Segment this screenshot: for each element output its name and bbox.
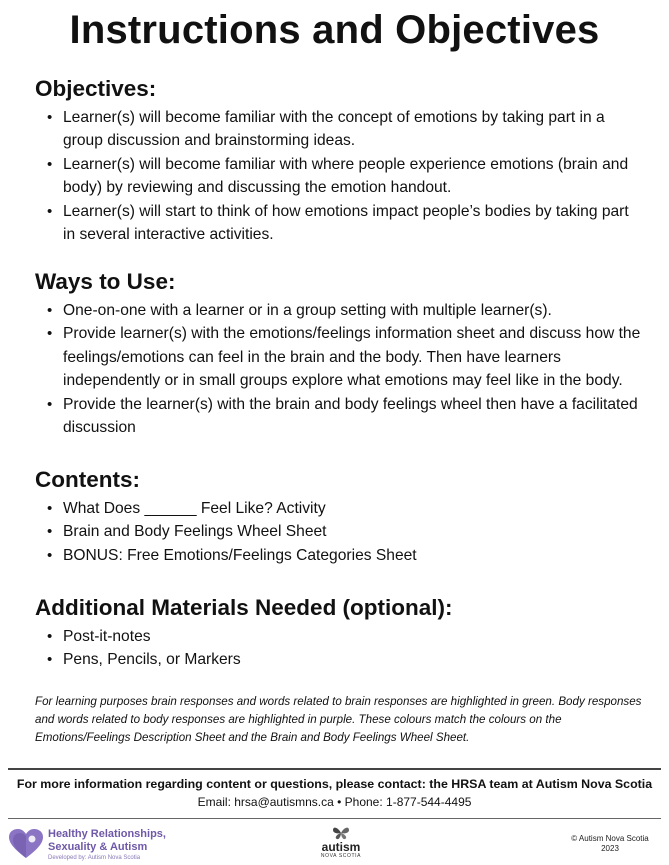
- nova-scotia-wordmark: NOVA SCOTIA: [320, 853, 362, 859]
- copyright-notice: [560, 834, 660, 854]
- list-item: • Learner(s) will start to think of how emotions impact people’s bodies by taking part in several interactive activities.: [35, 200, 645, 247]
- list-item: • Post-it-notes: [35, 625, 645, 648]
- materials-heading: Additional Materials Needed (optional):: [35, 595, 453, 620]
- objectives-heading: Objectives:: [35, 76, 157, 101]
- materials-list: [35, 625, 645, 672]
- list-item: • Provide the learner(s) with the brain and body feelings wheel then have a facilitated discussion: [35, 393, 645, 440]
- list-item: • Learner(s) will become familiar with where people experience emotions (brain and body) by reviewing and discussing the emotion handout.: [35, 153, 645, 200]
- contents-section: [35, 466, 645, 567]
- brand-subtitle: Developed by: Autism Nova Scotia: [48, 855, 141, 861]
- list-item: • Brain and Body Feelings Wheel Sheet: [35, 520, 645, 543]
- page-title: Instructions and Objectives: [69, 8, 600, 52]
- list-item: • What Does ______ Feel Like? Activity: [35, 497, 645, 520]
- ways-to-use-list: [35, 299, 645, 439]
- autism-nova-scotia-logo: [313, 825, 369, 863]
- contact-heading: For more information regarding content or questions, please contact: the HRSA team at Autism Nova Scotia: [16, 777, 653, 791]
- footer-divider: [8, 768, 661, 770]
- heart-icon: [8, 828, 44, 860]
- brand-title-line2: Sexuality & Autism: [48, 841, 148, 853]
- contact-details: Email: hrsa@autismns.ca • Phone: 1-877-544-4495: [197, 795, 472, 809]
- butterfly-icon: [331, 825, 351, 841]
- brand-title-line1: Healthy Relationships,: [48, 828, 166, 840]
- list-item: • One-on-one with a learner or in a group setting with multiple learner(s).: [35, 299, 645, 322]
- list-item: • Provide learner(s) with the emotions/feelings information sheet and discuss how the feelings/emotions can feel in the brain and the body. Then have learners independently or in small groups explore what emotions may feel like in the body.: [35, 322, 645, 392]
- objectives-section: [35, 75, 645, 246]
- list-item: • BONUS: Free Emotions/Feelings Categories Sheet: [35, 544, 645, 567]
- objectives-list: [35, 106, 645, 246]
- autism-wordmark: autism: [321, 840, 361, 854]
- ways-to-use-section: [35, 268, 645, 439]
- list-item: • Learner(s) will become familiar with the concept of emotions by taking part in a group discussion and brainstorming ideas.: [35, 106, 645, 153]
- color-note: For learning purposes brain responses and words related to brain responses are highlighted in green. Body responses and words related to body responses are highlighted in purple. These colours match the colours on the Emotions/Feelings Description Sheet and the Brain and Body Feelings Wheel Sheet.: [35, 695, 642, 744]
- copyright-line1: © Autism Nova Scotia: [571, 834, 649, 843]
- contents-list: [35, 497, 645, 567]
- contents-heading: Contents:: [35, 467, 140, 492]
- copyright-year: 2023: [601, 844, 619, 853]
- list-item: • Pens, Pencils, or Markers: [35, 648, 645, 671]
- footer-bottom-divider: [8, 818, 661, 819]
- materials-section: [35, 594, 645, 672]
- ways-to-use-heading: Ways to Use:: [35, 269, 176, 294]
- hrsa-logo: [8, 826, 228, 862]
